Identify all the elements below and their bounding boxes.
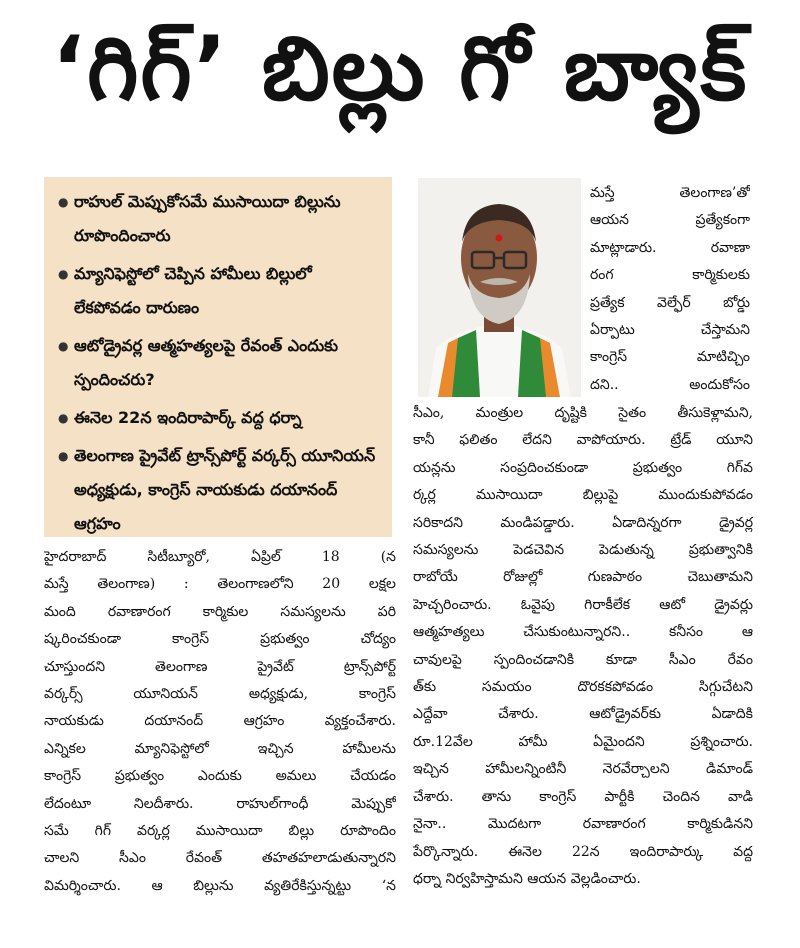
article-line: నైనా.. మొదటగా రవాణారంగ కార్మికుడినని [413, 816, 753, 833]
article-line: ఆయన ప్రత్యేకంగా [590, 212, 750, 229]
article-line: మంది రవాణారంగ కార్మికుల సమస్యలను పరి [44, 603, 396, 620]
article-line: దని.. అందుకోసం [590, 376, 750, 393]
article-line: రాబోయే రోజుల్లో గుణపాఠం చెబుతామని [413, 569, 753, 586]
article-line: చాలని సీఎం రేవంత్ తహతహలాడుతున్నారని [44, 850, 396, 867]
portrait-photo [418, 178, 581, 397]
article-line: ఆత్మహత్యలు చేసుకుంటున్నారని.. కనీసం ఆ [413, 624, 753, 641]
article-line: హెచ్చరించారు. ఓవైపు గిరాకీలేక ఆటో డ్రైవర్లు [413, 596, 753, 613]
article-line: ర్కర్ల ముసాయిదా బిల్లుపై ముందుకుపోవడం [413, 487, 753, 504]
article-line: చావులపై స్పందించడానికి కూడా సీఎం రేవం [413, 651, 753, 668]
article-line: కానీ ఫలితం లేదని వాపోయారు. ట్రేడ్ యూని [413, 432, 753, 449]
highlight-item [58, 401, 382, 435]
article-line: వర్కర్స్ యూనియన్ అధ్యక్షుడు, కాంగ్రెస్ [44, 686, 396, 703]
bullet-icon: ● [58, 267, 69, 281]
article-line: ష్కరించకుండా కాంగ్రెస్ ప్రభుత్వం చోద్యం [44, 631, 396, 648]
article-line: లేదంటూ నిలదీశారు. రాహుల్‌గాంధీ మెప్పుకో [44, 795, 396, 812]
article-line: నాయకుడు దయానంద్ ఆగ్రహం వ్యక్తంచేశారు. [44, 713, 396, 730]
bullet-icon: ● [58, 195, 69, 209]
bullet-icon: ● [58, 449, 69, 463]
article-line: మాట్లాడారు. రవాణా [590, 239, 750, 256]
article-line: పేర్కొన్నారు. ఈనెల 22న ఇందిరాపార్కు వద్ద [413, 843, 753, 860]
highlight-item [58, 257, 382, 325]
highlights-box [44, 177, 392, 537]
article-line: సరికాదని మండిపడ్డారు. ఏడాదిన్నరగా డ్రైవర్ల [413, 514, 753, 531]
highlight-text: ఈనెల 22న ఇందిరాపార్క్ వద్ద ధర్నా [74, 408, 302, 427]
article-line: మస్తే తెలంగాణ) : తెలంగాణలోని 20 లక్షల [44, 576, 396, 593]
article-line: విమర్శించారు. ఆ బిల్లును వ్యతిరేకిస్తున్నట్టు ‘న [44, 877, 396, 894]
article-line: మస్తే తెలంగాణ’తో [590, 185, 750, 201]
highlight-text: రాహుల్ మెప్పుకోసమే ముసాయిదా బిల్లును రూపొందించారు [74, 192, 341, 245]
headline: ‘గిగ్’ బిల్లు గో బ్యాక్ [51, 17, 749, 120]
portrait-illustration [418, 178, 581, 397]
article-column-right-top [590, 180, 750, 399]
highlight-text: మ్యానిఫెస్టోలో చెప్పిన హామీలు బిల్లులో లేకపోవడం దారుణం [74, 264, 312, 317]
article-line: కాంగ్రెస్ మాటిచ్చిం [590, 349, 750, 366]
article-line: సీఎం, మంత్రుల దృష్టికి సైతం తీసుకెళ్లామని, [413, 405, 753, 421]
article-line: రూ.12వేల హామీ ఏమైందని ప్రశ్నించారు. [413, 733, 753, 750]
bullet-icon: ● [58, 339, 69, 353]
article-line: సమస్యలను పెడచెవిన పెడుతున్న ప్రభుత్వానికి [413, 542, 753, 559]
article-line: సమే గిగ్ వర్కర్ల ముసాయిదా బిల్లు రూపొందిం [44, 823, 396, 840]
article-line: ఎద్దేవా చేశారు. ఆటోడ్రైవర్‌కు ఏడాదికి [413, 706, 753, 723]
article-line: యన్లను సంప్రదించకుండా ప్రభుత్వం గిగ్‌వ [413, 459, 753, 476]
article-line: చూస్తుందని తెలంగాణ ప్రైవేట్ ట్రాన్స్‌పోర్ట్ [44, 658, 396, 675]
article-line: ధర్నా నిర్వహిస్తామని ఆయన వెల్లడించారు. [413, 870, 641, 887]
article-column-left [44, 544, 396, 900]
highlight-text: ఆటోడ్రైవర్ల ఆత్మహత్యలపై రేవంత్ ఎందుకు స్పందించరు? [74, 336, 339, 389]
bullet-icon: ● [58, 411, 69, 425]
article-line: ప్రత్యేక వెల్ఫేర్ బోర్డు [590, 294, 750, 311]
article-line: ఏర్పాటు చేస్తామని [590, 322, 750, 339]
article-line: రంగ కార్మికులకు [590, 267, 750, 284]
highlight-text: తెలంగాణ ప్రైవేట్ ట్రాన్స్‌పోర్ట్ వర్కర్స్ యూనియన్ అధ్యక్షుడు, కాంగ్రెస్ నాయకుడు దయానంద్ ఆగ్రహం [74, 446, 376, 533]
article-line: ఇచ్చిన హామీలన్నింటినీ నెరవేర్చాలని డిమాండ్ [413, 761, 753, 778]
article-line: కాంగ్రెస్ ప్రభుత్వం ఎందుకు అమలు చేయడం [44, 768, 396, 785]
highlight-item [58, 329, 382, 397]
highlight-item [58, 185, 382, 253]
article-line: చేశారు. తాను కాంగ్రెస్ పార్టీకి చెందిన వాడి [413, 788, 753, 805]
article-column-right-bottom [413, 400, 753, 893]
article-line: త్‌కు సమయం దొరకకపోవడం సిగ్గుచేటని [413, 679, 753, 696]
article-line: ఎన్నికల మ్యానిఫెస్టోలో ఇచ్చిన హామీలను [44, 740, 396, 757]
highlight-item [58, 439, 382, 541]
article-line: హైదరాబాద్ సిటీబ్యూరో, ఏప్రిల్ 18 (న [44, 549, 396, 565]
